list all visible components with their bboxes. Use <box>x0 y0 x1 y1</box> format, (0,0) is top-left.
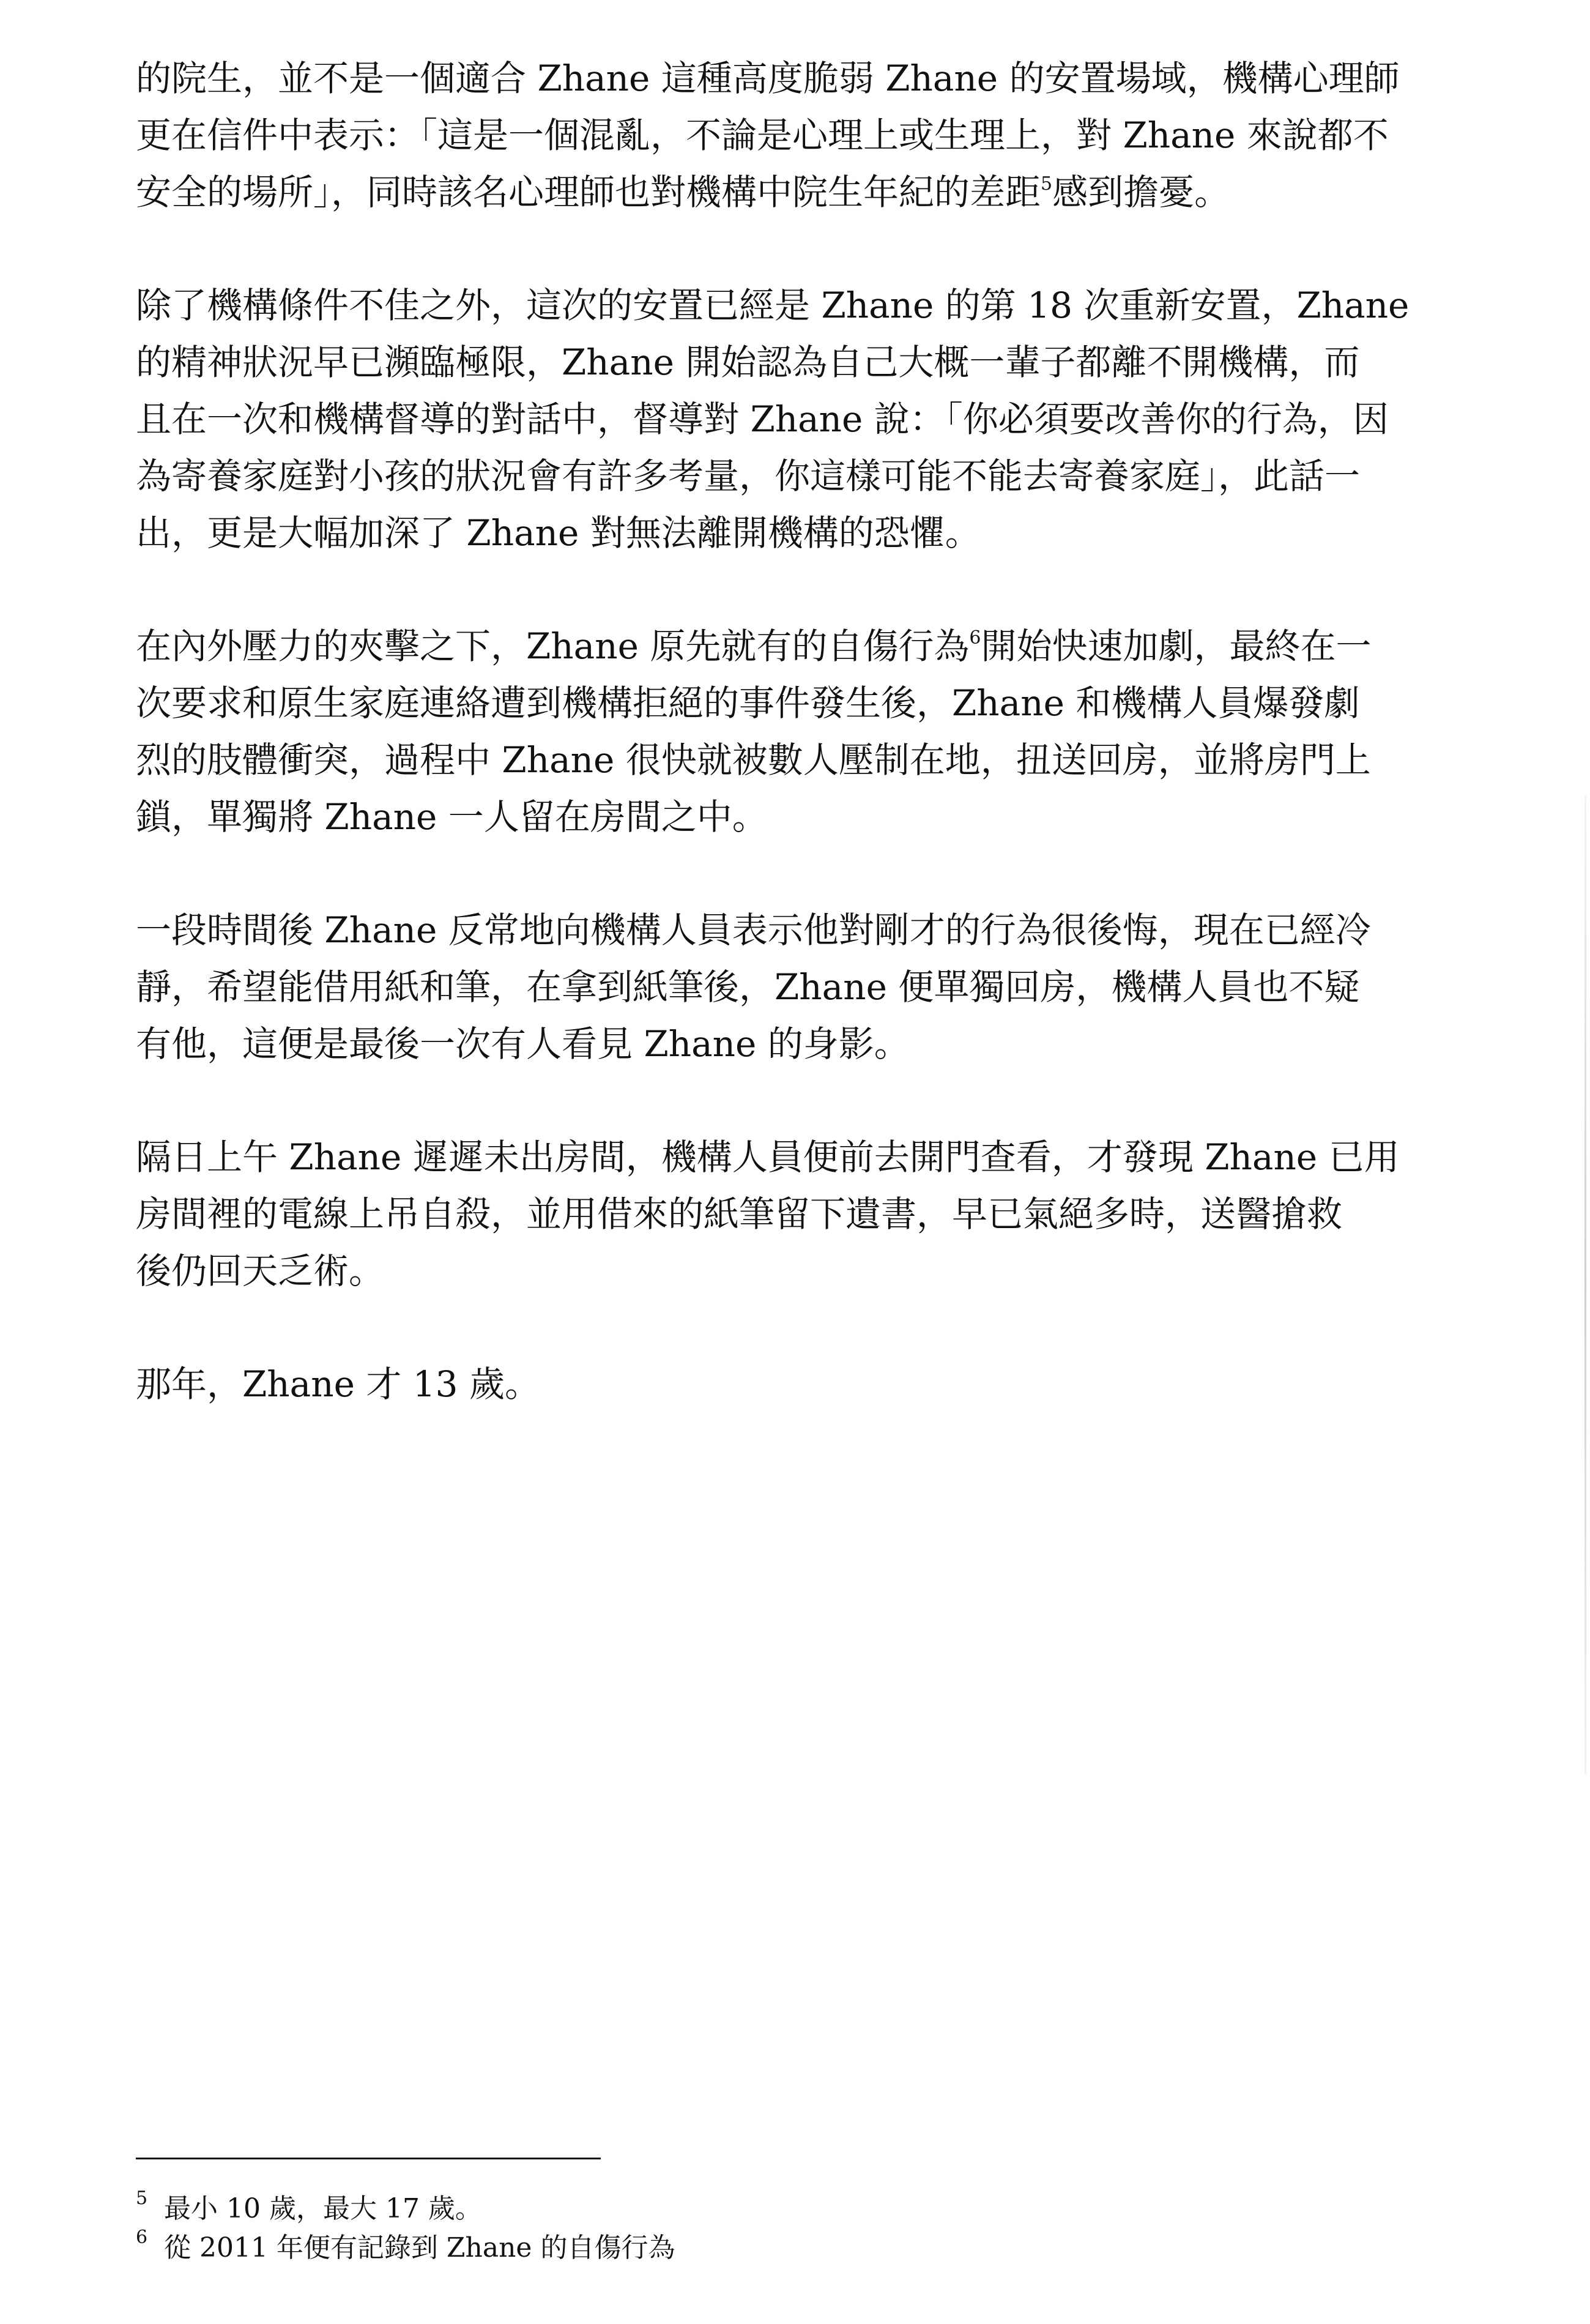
footnotes <box>136 2189 1115 2268</box>
text-line: 房間裡的電線上吊自殺，並用借來的紙筆留下遺書，早已氣絕多時，送醫搶救 <box>136 1193 1343 1235</box>
text-run: 在內外壓力的夾擊之下，Zhane 原先就有的自傷行為 <box>136 625 970 667</box>
footnote-ref-6: 6 <box>969 627 981 649</box>
text-line <box>136 618 1469 675</box>
paragraph-1 <box>136 50 1469 221</box>
text-line: 有他，這便是最後一次有人看見 Zhane 的身影。 <box>136 1023 910 1065</box>
text-line: 出，更是大幅加深了 Zhane 對無法離開機構的恐懼。 <box>136 512 981 554</box>
text-line: 的院生，並不是一個適合 Zhane 這種高度脆弱 Zhane 的安置場域，機構心理師 <box>136 58 1400 99</box>
text-line: 為寄養家庭對小孩的狀況會有許多考量，你這樣可能不能去寄養家庭」，此話一 <box>136 455 1361 497</box>
footnote-ref-5: 5 <box>1041 173 1053 195</box>
text-line: 的精神狀況早已瀕臨極限，Zhane 開始認為自己大概一輩子都離不開機構，而 <box>136 341 1360 383</box>
text-line: 一段時間後 Zhane 反常地向機構人員表示他對剛才的行為很後悔，現在已經冷 <box>136 909 1371 951</box>
text-line: 次要求和原生家庭連絡遭到機構拒絕的事件發生後，Zhane 和機構人員爆發劇 <box>136 682 1360 724</box>
text-line: 除了機構條件不佳之外，這次的安置已經是 Zhane 的第 18 次重新安置，Zhane <box>136 285 1410 326</box>
text-line: 烈的肢體衝突，過程中 Zhane 很快就被數人壓制在地，扭送回房，並將房門上 <box>136 739 1371 781</box>
text-line: 鎖，單獨將 Zhane 一人留在房間之中。 <box>136 796 768 838</box>
paragraph-3 <box>136 618 1469 846</box>
text-line: 更在信件中表示：「這是一個混亂，不論是心理上或生理上，對 Zhane 來說都不 <box>136 114 1389 156</box>
text-line: 隔日上午 Zhane 遲遲未出房間，機構人員便前去開門查看，才發現 Zhane 已用 <box>136 1136 1400 1178</box>
scan-shadow <box>1584 795 1586 1775</box>
paragraph-6 <box>136 1356 1469 1413</box>
paragraph-2 <box>136 277 1469 562</box>
text-line: 且在一次和機構督導的對話中，督導對 Zhane 說：「你必須要改善你的行為，因 <box>136 398 1389 440</box>
body-text <box>136 50 1469 1469</box>
text-line <box>136 164 1469 221</box>
text-line: 後仍回天乏術。 <box>136 1250 385 1292</box>
footnote-text: 最小 10 歲，最大 17 歲。 <box>164 2193 482 2224</box>
footnote-5 <box>136 2189 1115 2229</box>
footnote-mark: 6 <box>136 2227 148 2248</box>
footnote-text: 從 2011 年便有記錄到 Zhane 的自傷行為 <box>164 2232 675 2263</box>
footnote-divider <box>136 2158 601 2159</box>
text-line: 靜，希望能借用紙和筆，在拿到紙筆後，Zhane 便單獨回房，機構人員也不疑 <box>136 966 1360 1008</box>
paragraph-4 <box>136 902 1469 1073</box>
text-line: 那年，Zhane 才 13 歲。 <box>136 1363 541 1405</box>
footnote-mark: 5 <box>136 2188 148 2209</box>
text-run: 開始快速加劇，最終在一 <box>981 625 1372 667</box>
text-run: 感到擔憂。 <box>1052 171 1230 213</box>
footnote-6 <box>136 2229 1115 2268</box>
text-run: 安全的場所」，同時該名心理師也對機構中院生年紀的差距 <box>136 171 1041 213</box>
paragraph-5 <box>136 1129 1469 1300</box>
